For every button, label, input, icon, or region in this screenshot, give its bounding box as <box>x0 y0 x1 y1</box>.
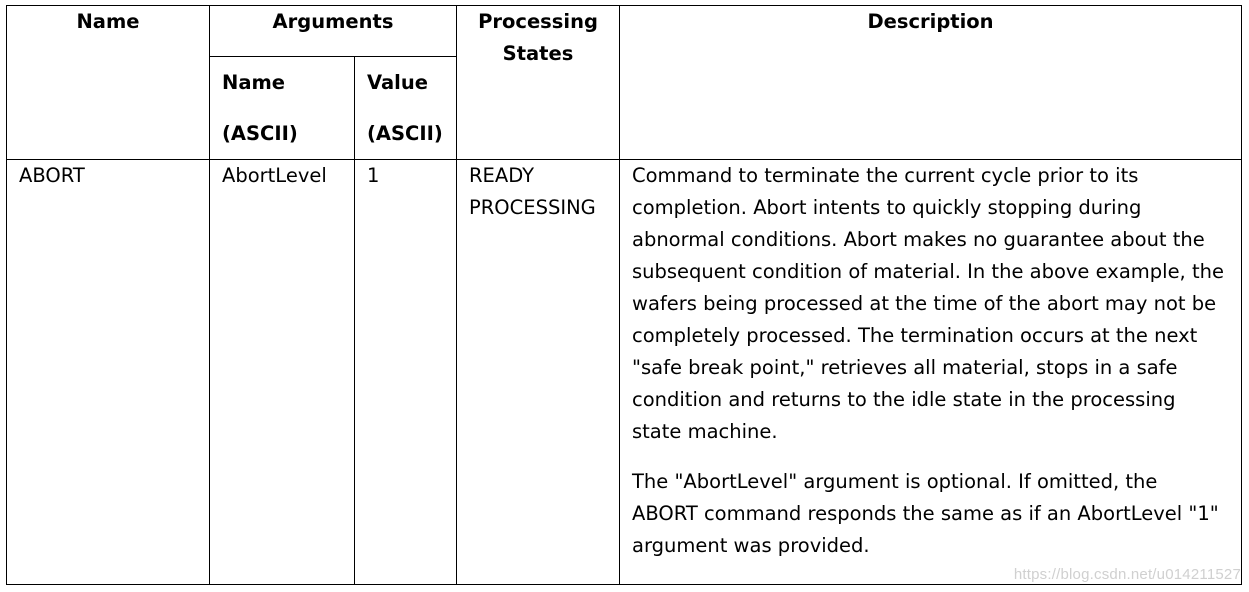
state-processing: PROCESSING <box>469 196 596 219</box>
table-row <box>7 160 1242 585</box>
watermark: https://blog.csdn.net/u014211527 <box>1013 566 1241 583</box>
description-paragraph: The "AbortLevel" argument is optional. If omitted, the ABORT command responds the same as if an AbortLevel "1" argument was provided. <box>632 470 1219 557</box>
header-argument-value: Value (ASCII) <box>355 57 457 160</box>
cell-argument-value: 1 <box>355 160 457 585</box>
description-paragraph: Command to terminate the current cycle prior to its completion. Abort intents to quickly stopping during abnormal conditions. Abort makes no guarantee about the subsequent condition of material. In the above example, the wafers being processed at the time of the abort may not be completely processed. The termination occurs at the next "safe break point," retrieves all material, stops in a safe condition and returns to the idle state in the processing state machine. <box>632 164 1224 443</box>
cell-argument-name: AbortLevel <box>210 160 355 585</box>
header-name: Name <box>7 6 210 160</box>
state-ready: READY <box>469 164 535 187</box>
header-arguments: Arguments <box>210 6 457 57</box>
cell-command-name: ABORT <box>7 160 210 585</box>
cell-processing-states <box>457 160 620 585</box>
header-processing-states: Processing States <box>457 6 620 160</box>
cell-description <box>620 160 1242 585</box>
header-description: Description <box>620 6 1242 160</box>
command-table <box>6 5 1242 585</box>
header-argument-name: Name (ASCII) <box>210 57 355 160</box>
